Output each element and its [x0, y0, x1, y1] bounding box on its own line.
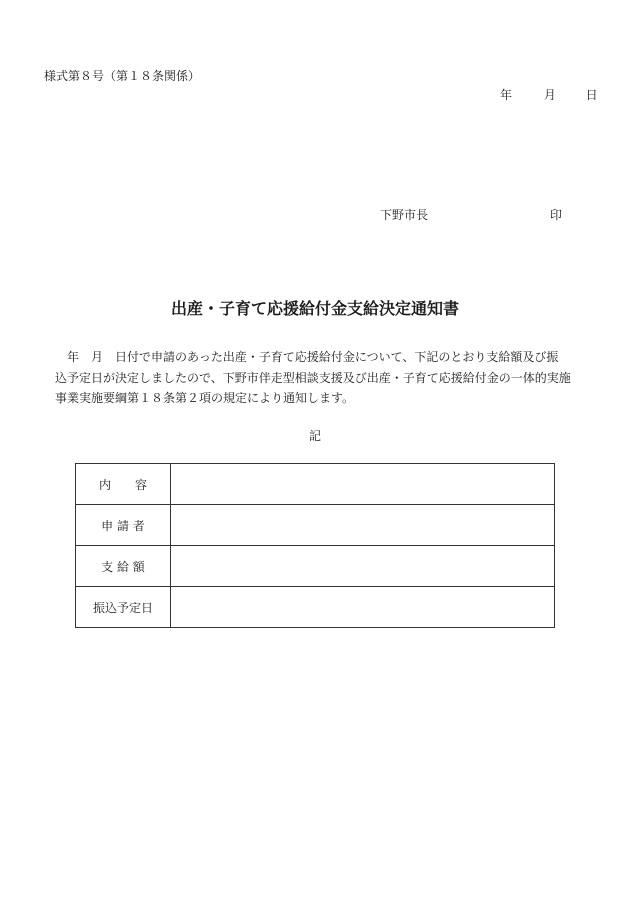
table-row — [76, 587, 555, 628]
table-row — [76, 505, 555, 546]
ki-heading: 記 — [308, 429, 321, 443]
body-line: 事業実施要綱第１８条第２項の規定により通知します。 — [55, 391, 355, 405]
row-label-content: 内 容 — [76, 464, 171, 505]
document-title: 出産・子育て応援給付金支給決定通知書 — [170, 299, 459, 318]
row-label-amount: 支 給 額 — [76, 546, 171, 587]
row-label-applicant: 申 請 者 — [76, 505, 171, 546]
body-line: 込予定日が決定しましたので、下野市伴走型相談支援及び出産・子育て応援給付金の一体的実施 — [55, 370, 571, 385]
row-label-transfer-date: 振込予定日 — [76, 587, 171, 628]
date-day-label: 日 — [585, 88, 598, 102]
date-year-label: 年 — [500, 88, 513, 102]
seal-mark: 印 — [550, 208, 563, 222]
row-value-content — [171, 464, 555, 505]
issuer-name: 下野市長 — [380, 208, 429, 222]
date-month-label: 月 — [543, 88, 556, 102]
body-paragraph — [55, 347, 580, 409]
date-line — [500, 86, 598, 103]
row-value-amount — [171, 546, 555, 587]
row-value-applicant — [171, 505, 555, 546]
detail-table — [75, 463, 555, 628]
table-row — [76, 464, 555, 505]
table-row — [76, 546, 555, 587]
form-number: 様式第８号（第１８条関係） — [44, 69, 201, 83]
body-line: 年 月 日付で申請のあった出産・子育て応援給付金について、下記のとおり支給額及び振 — [55, 350, 559, 364]
row-value-transfer-date — [171, 587, 555, 628]
